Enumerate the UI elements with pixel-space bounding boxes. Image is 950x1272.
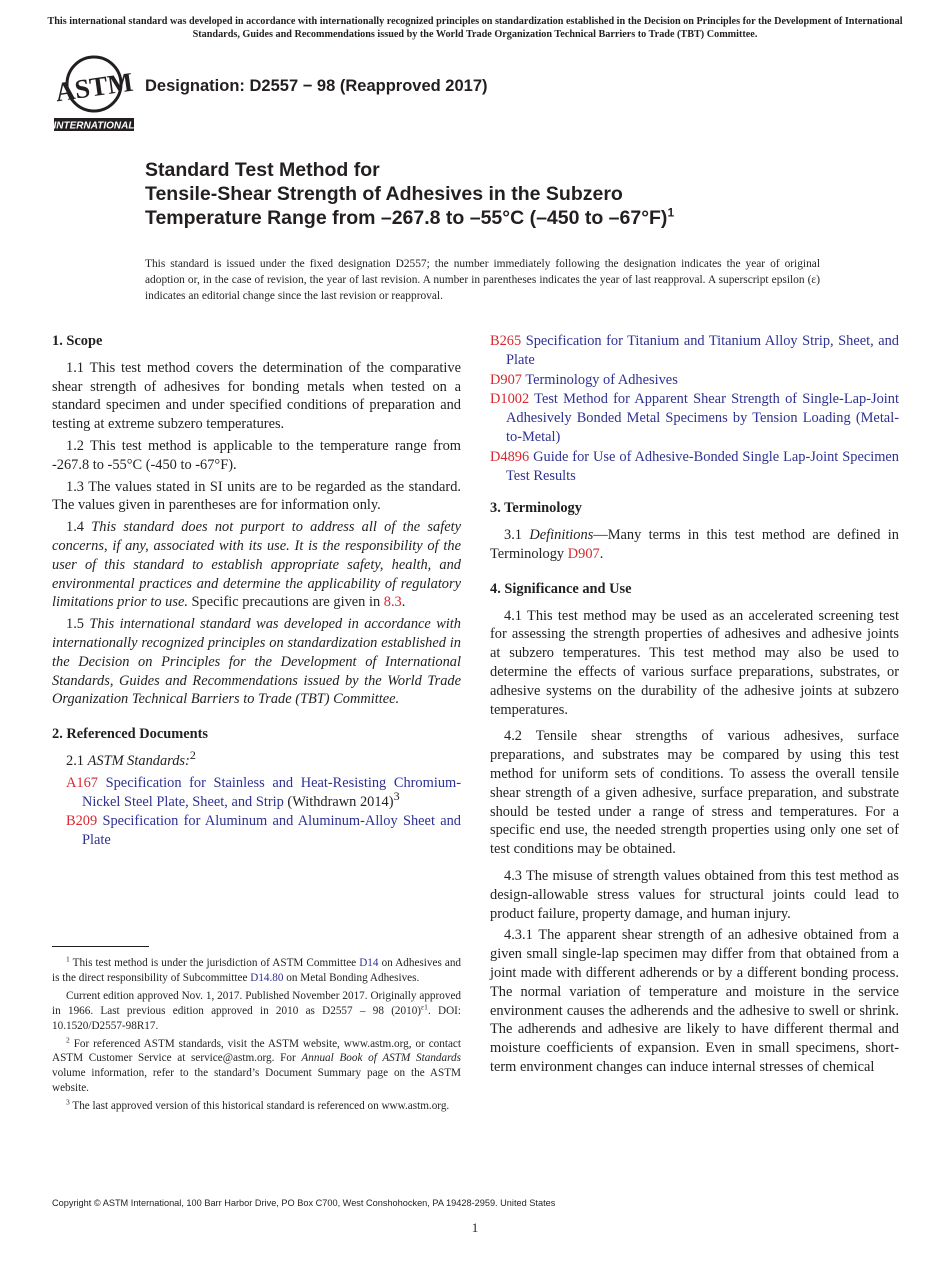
document-title (145, 158, 905, 230)
ref-code-link[interactable]: D1002 (490, 391, 530, 408)
ref-code-link[interactable]: A167 (66, 774, 98, 791)
link-d14[interactable]: D14 (359, 957, 379, 969)
footnote-3: $^3$ The last approved version of this historical standard is referenced on www.astm.org. (66, 1097, 450, 1113)
footnotes (52, 956, 461, 1117)
para-2-1: 2.1 ASTM Standards:$^2$ (66, 748, 196, 769)
right-column (490, 332, 899, 1080)
ref-item-d1002 (490, 390, 899, 446)
para-1-3: 1.3 The values stated in SI units are to be regarded as the standard. The values given in parentheses are for information only. (52, 478, 461, 514)
ref-item-d907 (490, 371, 899, 390)
ref-item-a167: A167 Specification for Stainless and Heat-Resisting Chromium-Nickel Steel Plate, Sheet, and Strip (Withdrawn 2014)$^3$ (66, 774, 461, 810)
ref-code-link[interactable]: B209 (66, 813, 98, 830)
para-1-5: 1.5 This international standard was developed in accordance with internationally recognized principles on standardization established in the Decision on Principles for the Development of International Standards, Guides and Recommendations issued by the World Trade Organization Technical Barriers to Trade (TBT) Committee. (52, 616, 461, 708)
footnote-1: $^1$ This test method is under the jurisdiction of ASTM Committee D14 on Adhesives and is the direct responsibility of Subcommittee D14.80 on Metal Bonding Adhesives. (52, 954, 462, 984)
ref-item-b209 (66, 812, 461, 850)
ref-code-link[interactable]: B265 (490, 333, 522, 349)
ref-title-link[interactable]: Terminology of Adhesives (525, 371, 678, 388)
ref-item-b265 (490, 332, 899, 370)
link-section-8-3[interactable]: 8.3 (383, 594, 402, 611)
ref-title-link[interactable]: Guide for Use of Adhesive-Bonded Single Lap-Joint Specimen Test Results (506, 448, 899, 484)
significance-heading: 4. Significance and Use (490, 580, 632, 597)
para-1-2: 1.2 This test method is applicable to the temperature range from -267.8 to -55°C (-450 to -67°F). (52, 437, 461, 473)
link-d14-80[interactable]: D14.80 (250, 971, 284, 984)
copyright-notice: Copyright © ASTM International, 100 Barr Harbor Drive, PO Box C700, West Conshohocken, PA 19428-2959. United States (52, 1198, 556, 1208)
terminology-heading: 3. Terminology (490, 500, 582, 517)
ref-title-link[interactable]: Specification for Stainless and Heat-Resisting Chromium-Nickel Steel Plate, Sheet, and Strip (82, 774, 461, 810)
logo-caption: INTERNATIONAL (53, 120, 135, 132)
para-4-1: 4.1 This test method may be used as an accelerated screening test for assessing the strength properties of adhesives and adhesive joints at subzero temperatures. This test method may also be used to determine the effects of various surface preparations, substrates, or adhesive systems on the durability of the adhesive joints at subzero temperatures. (490, 607, 899, 718)
para-4-3: 4.3 The misuse of strength values obtained from this test method as design-allowable stress values for structural joints could lead to product failure, property damage, and human injury. (490, 867, 899, 922)
scope-heading: 1. Scope (52, 333, 103, 349)
logo-wordmark: ASTM (53, 66, 135, 108)
para-4-3-1: 4.3.1 The apparent shear strength of an adhesive obtained from a given small single-lap specimen may differ from that obtained from a joint made with different adherends or by a different bonding process. The normal variation of temperature and moisture in the service environment causes the adherends and the adhesive to swell or shrink. The adherends and adhesive are likely to have different thermal and moisture coefficients of expansion. Even in small specimens, short-term environment changes can induce internal stresses of chemical (490, 927, 899, 1075)
ref-title-link[interactable]: Specification for Titanium and Titanium Alloy Strip, Sheet, and Plate (506, 333, 899, 368)
footnote-2: $^2$ For referenced ASTM standards, visit the ASTM website, www.astm.org, or contact ASTM Customer Service at service@astm.org. For Annual Book of ASTM Standards volume information, refer to the standard’s Document Summary page on the ASTM website. (52, 1034, 461, 1095)
astm-logo (52, 54, 136, 132)
page-number: 1 (471, 1220, 479, 1235)
ref-title-link[interactable]: Test Method for Apparent Shear Strength of Single-Lap-Joint Adhesively Bonded Metal Specimens by Tension Loading (Metal-to-Metal) (506, 391, 899, 445)
referenced-documents-heading: 2. Referenced Documents (52, 726, 208, 743)
footnote-rule (52, 946, 149, 947)
title-line-3: Temperature Range from –267.8 to –55°C (–450 to –67°F) (145, 207, 668, 229)
title-line-2: Tensile-Shear Strength of Adhesives in the Subzero (145, 183, 623, 205)
footnote-1-edition: Current edition approved Nov. 1, 2017. Published November 2017. Originally approved in 1966. Last previous edition approved in 2010 as D2557 – 98 $(2010)^{\varepsilon 1}$. DOI: 10.1520/D2557-98R17. (52, 989, 461, 1032)
para-3-1: 3.1 Definitions—Many terms in this test method are defined in Terminology D907. (490, 527, 899, 562)
para-1-4: 1.4 This standard does not purport to address all of the safety concerns, if any, associated with its use. It is the responsibility of the user of this standard to establish appropriate safety, health, and environmental practices and determine the applicability of regulatory limitations prior to use. Specific precautions are given in 8.3. (52, 519, 461, 611)
issue-statement: This standard is issued under the fixed designation D2557; the number immediately following the designation indicates the year of original adoption or, in the case of revision, the year of last revision. A number in parentheses indicates the year of last reapproval. A superscript epsilon (ε) indicates an editorial change since the last revision or reapproval. (145, 258, 820, 302)
para-4-2: 4.2 Tensile shear strengths of various adhesives, surface preparations, and substrates may be compared by using this test method for uniform sets of conditions. To assess the overall tensile shear strength of a given adhesive, surface preparation, and substrate should be tested under a range of stress and temperatures. For a specific end use, the needed strength properties using only one set of test conditions may be obtained. (490, 728, 899, 858)
title-footnote-mark: 1 (667, 205, 675, 220)
designation: Designation: D2557 − 98 (Reapproved 2017) (145, 77, 488, 95)
ref-code-link[interactable]: D4896 (490, 448, 530, 465)
left-column (52, 332, 461, 851)
tbt-notice: This international standard was developed in accordance with internationally recognized principles on standardization established in the Decision on Principles for the Development of International Standards, Guides and Recommendations issued by the World Trade Organization Technical Barriers to Trade (TBT) Committee. (47, 16, 903, 40)
para-1-1: 1.1 This test method covers the determination of the comparative shear strength of adhesives for bonding metals when tested on a standard specimen and under specified conditions of preparation and testing at extreme subzero temperatures. (52, 359, 461, 433)
ref-code-link[interactable]: D907 (490, 371, 522, 388)
link-d907[interactable]: D907 (567, 545, 600, 562)
ref-item-d4896 (490, 448, 899, 486)
ref-title-link[interactable]: Specification for Aluminum and Aluminum-Alloy Sheet and Plate (82, 813, 461, 849)
title-line-1: Standard Test Method for (145, 159, 380, 181)
